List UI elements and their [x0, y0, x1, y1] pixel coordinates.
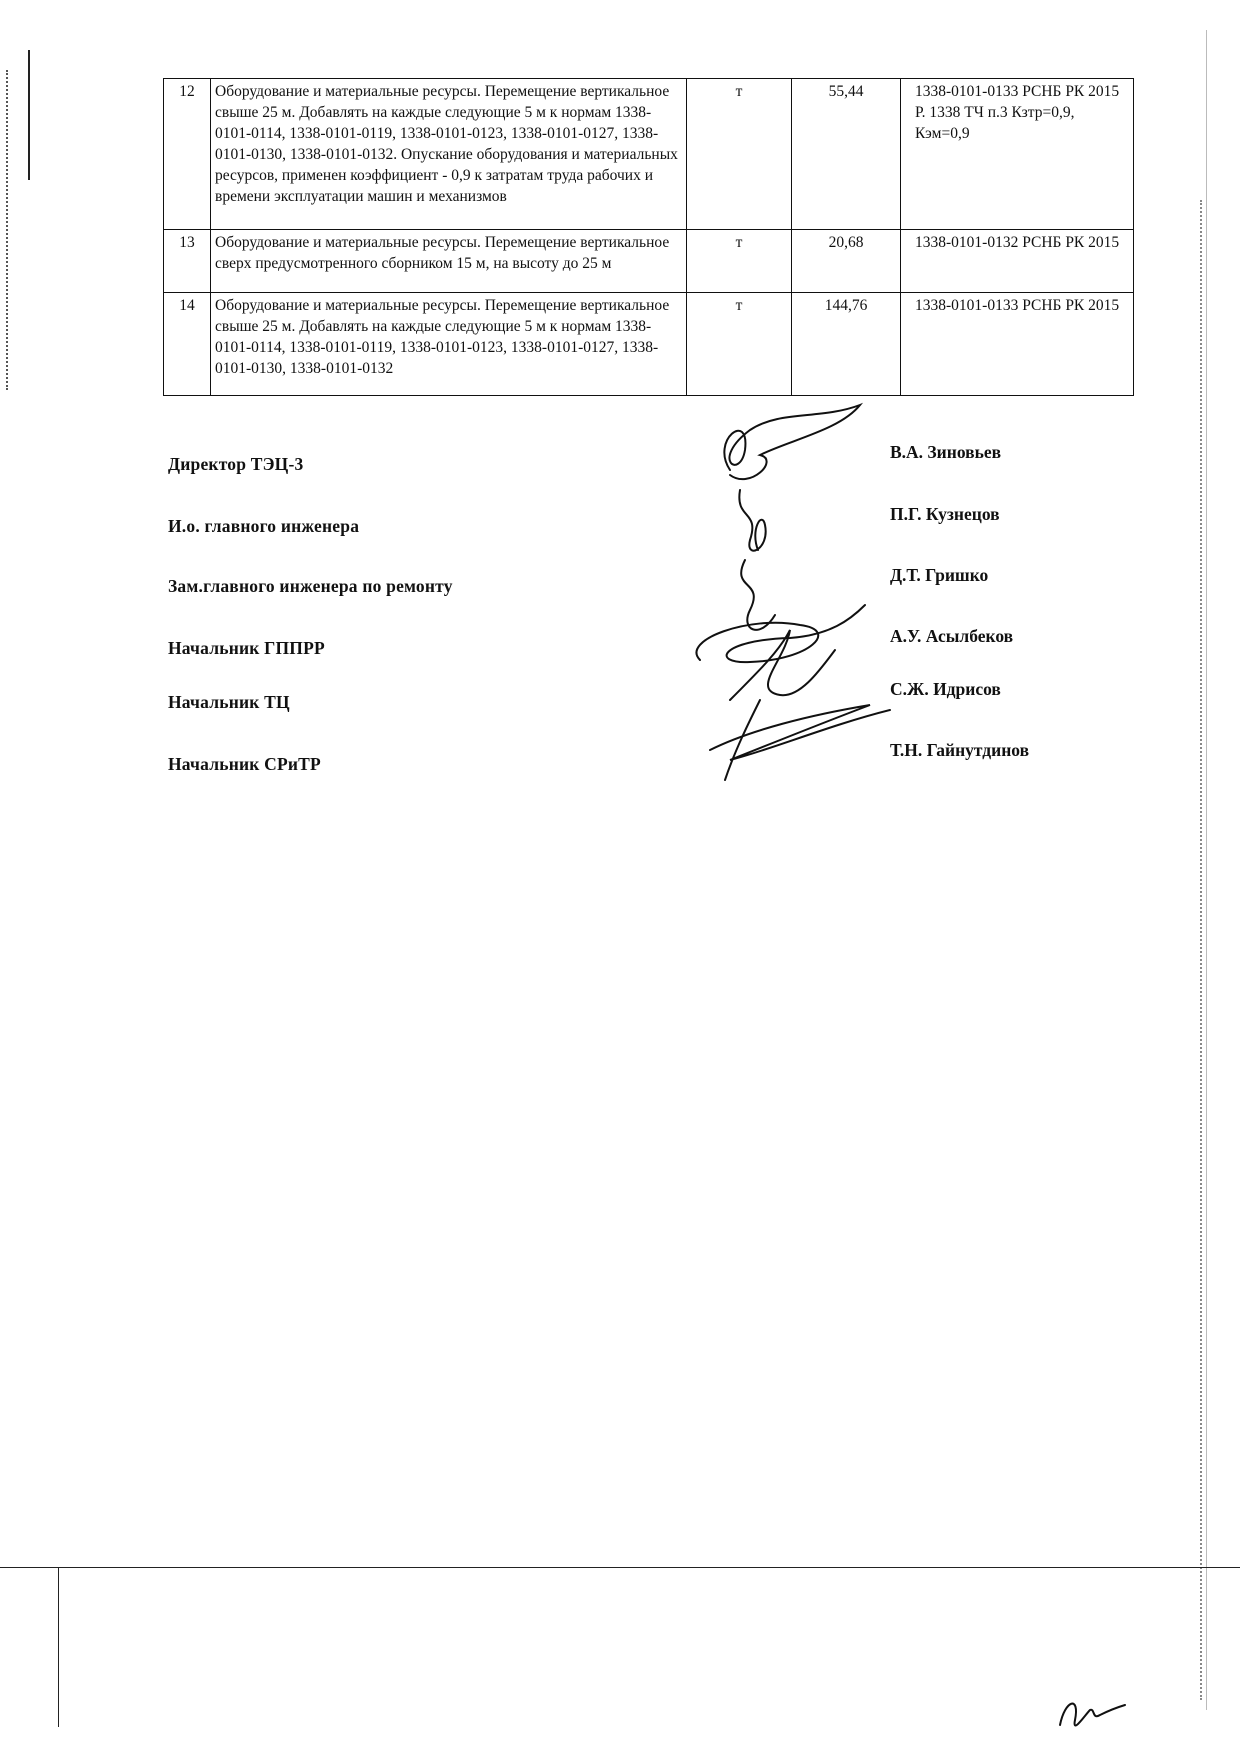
table-row	[164, 293, 1134, 396]
scan-right-edge-dots	[1200, 200, 1202, 1700]
scan-left-edge-dots	[6, 70, 8, 390]
signature-zinovyev	[724, 405, 860, 479]
row-description: Оборудование и материальные ресурсы. Перемещение вертикальное свыше 25 м. Добавлять на каждые следующие 5 м к нормам 1338-0101-0114, 1338-0101-0119, 1338-0101-0123, 1338-0101-0127, 1338-0101-0130, 1338-0101-0132	[211, 293, 687, 396]
signatory-name-head-gpprr: А.У. Асылбеков	[890, 626, 1014, 646]
signature-idrisov	[730, 630, 835, 700]
row-reference: 1338-0101-0133 РСНБ РК 2015	[901, 293, 1134, 396]
row-unit: т	[687, 230, 792, 293]
table-row	[164, 79, 1134, 230]
row-quantity: 20,68	[792, 230, 901, 293]
signatory-title-head-sritr: Начальник СРиТР	[168, 754, 321, 774]
signatory-title-head-tc: Начальник ТЦ	[168, 692, 290, 712]
signatory-title-director: Директор ТЭЦ-3	[168, 454, 304, 474]
signatory-title-deputy-chief-engineer: Зам.главного инженера по ремонту	[168, 576, 453, 596]
signatory-name-acting-chief-engineer: П.Г. Кузнецов	[890, 504, 1000, 524]
signatory-title-acting-chief-engineer: И.о. главного инженера	[168, 516, 360, 536]
signatory-name-director: В.А. Зиновьев	[890, 442, 1002, 462]
page-initials-signature	[1050, 1680, 1130, 1740]
scan-bottom-vertical-line	[58, 1567, 59, 1727]
signature-kuznetsov	[739, 490, 765, 551]
row-unit: т	[687, 293, 792, 396]
row-reference: 1338-0101-0132 РСНБ РК 2015	[901, 230, 1134, 293]
signatory-name-deputy-chief-engineer: Д.Т. Гришко	[890, 565, 989, 585]
row-unit: т	[687, 79, 792, 230]
row-quantity: 144,76	[792, 293, 901, 396]
table-row	[164, 230, 1134, 293]
row-number: 12	[164, 79, 211, 230]
row-quantity: 55,44	[792, 79, 901, 230]
handwritten-signatures	[690, 400, 910, 800]
signature-grishko	[741, 560, 775, 630]
row-number: 14	[164, 293, 211, 396]
signatory-title-head-gpprr: Начальник ГППРР	[168, 638, 325, 658]
scan-left-edge-line	[28, 50, 30, 180]
signature-gainutdinov	[710, 705, 890, 760]
row-reference: 1338-0101-0133 РСНБ РК 2015 Р. 1338 ТЧ п.3 Кзтр=0,9, Кэм=0,9	[901, 79, 1134, 230]
works-table	[163, 78, 1134, 396]
signatory-name-head-sritr: Т.Н. Гайнутдинов	[890, 740, 1030, 760]
signatory-name-head-tc: С.Ж. Идрисов	[890, 679, 1001, 699]
scan-right-edge-line	[1206, 30, 1207, 1710]
row-description: Оборудование и материальные ресурсы. Перемещение вертикальное сверх предусмотренного сборником 15 м, на высоту до 25 м	[211, 230, 687, 293]
row-number: 13	[164, 230, 211, 293]
row-description: Оборудование и материальные ресурсы. Перемещение вертикальное свыше 25 м. Добавлять на каждые следующие 5 м к нормам 1338-0101-0114, 1338-0101-0119, 1338-0101-0123, 1338-0101-0127, 1338-0101-0130, 1338-0101-0132. Опускание оборудования и материальных ресурсов, применен коэффициент - 0,9 к затратам труда рабочих и времени эксплуатации машин и механизмов	[211, 79, 687, 230]
scan-bottom-line	[0, 1567, 1240, 1568]
